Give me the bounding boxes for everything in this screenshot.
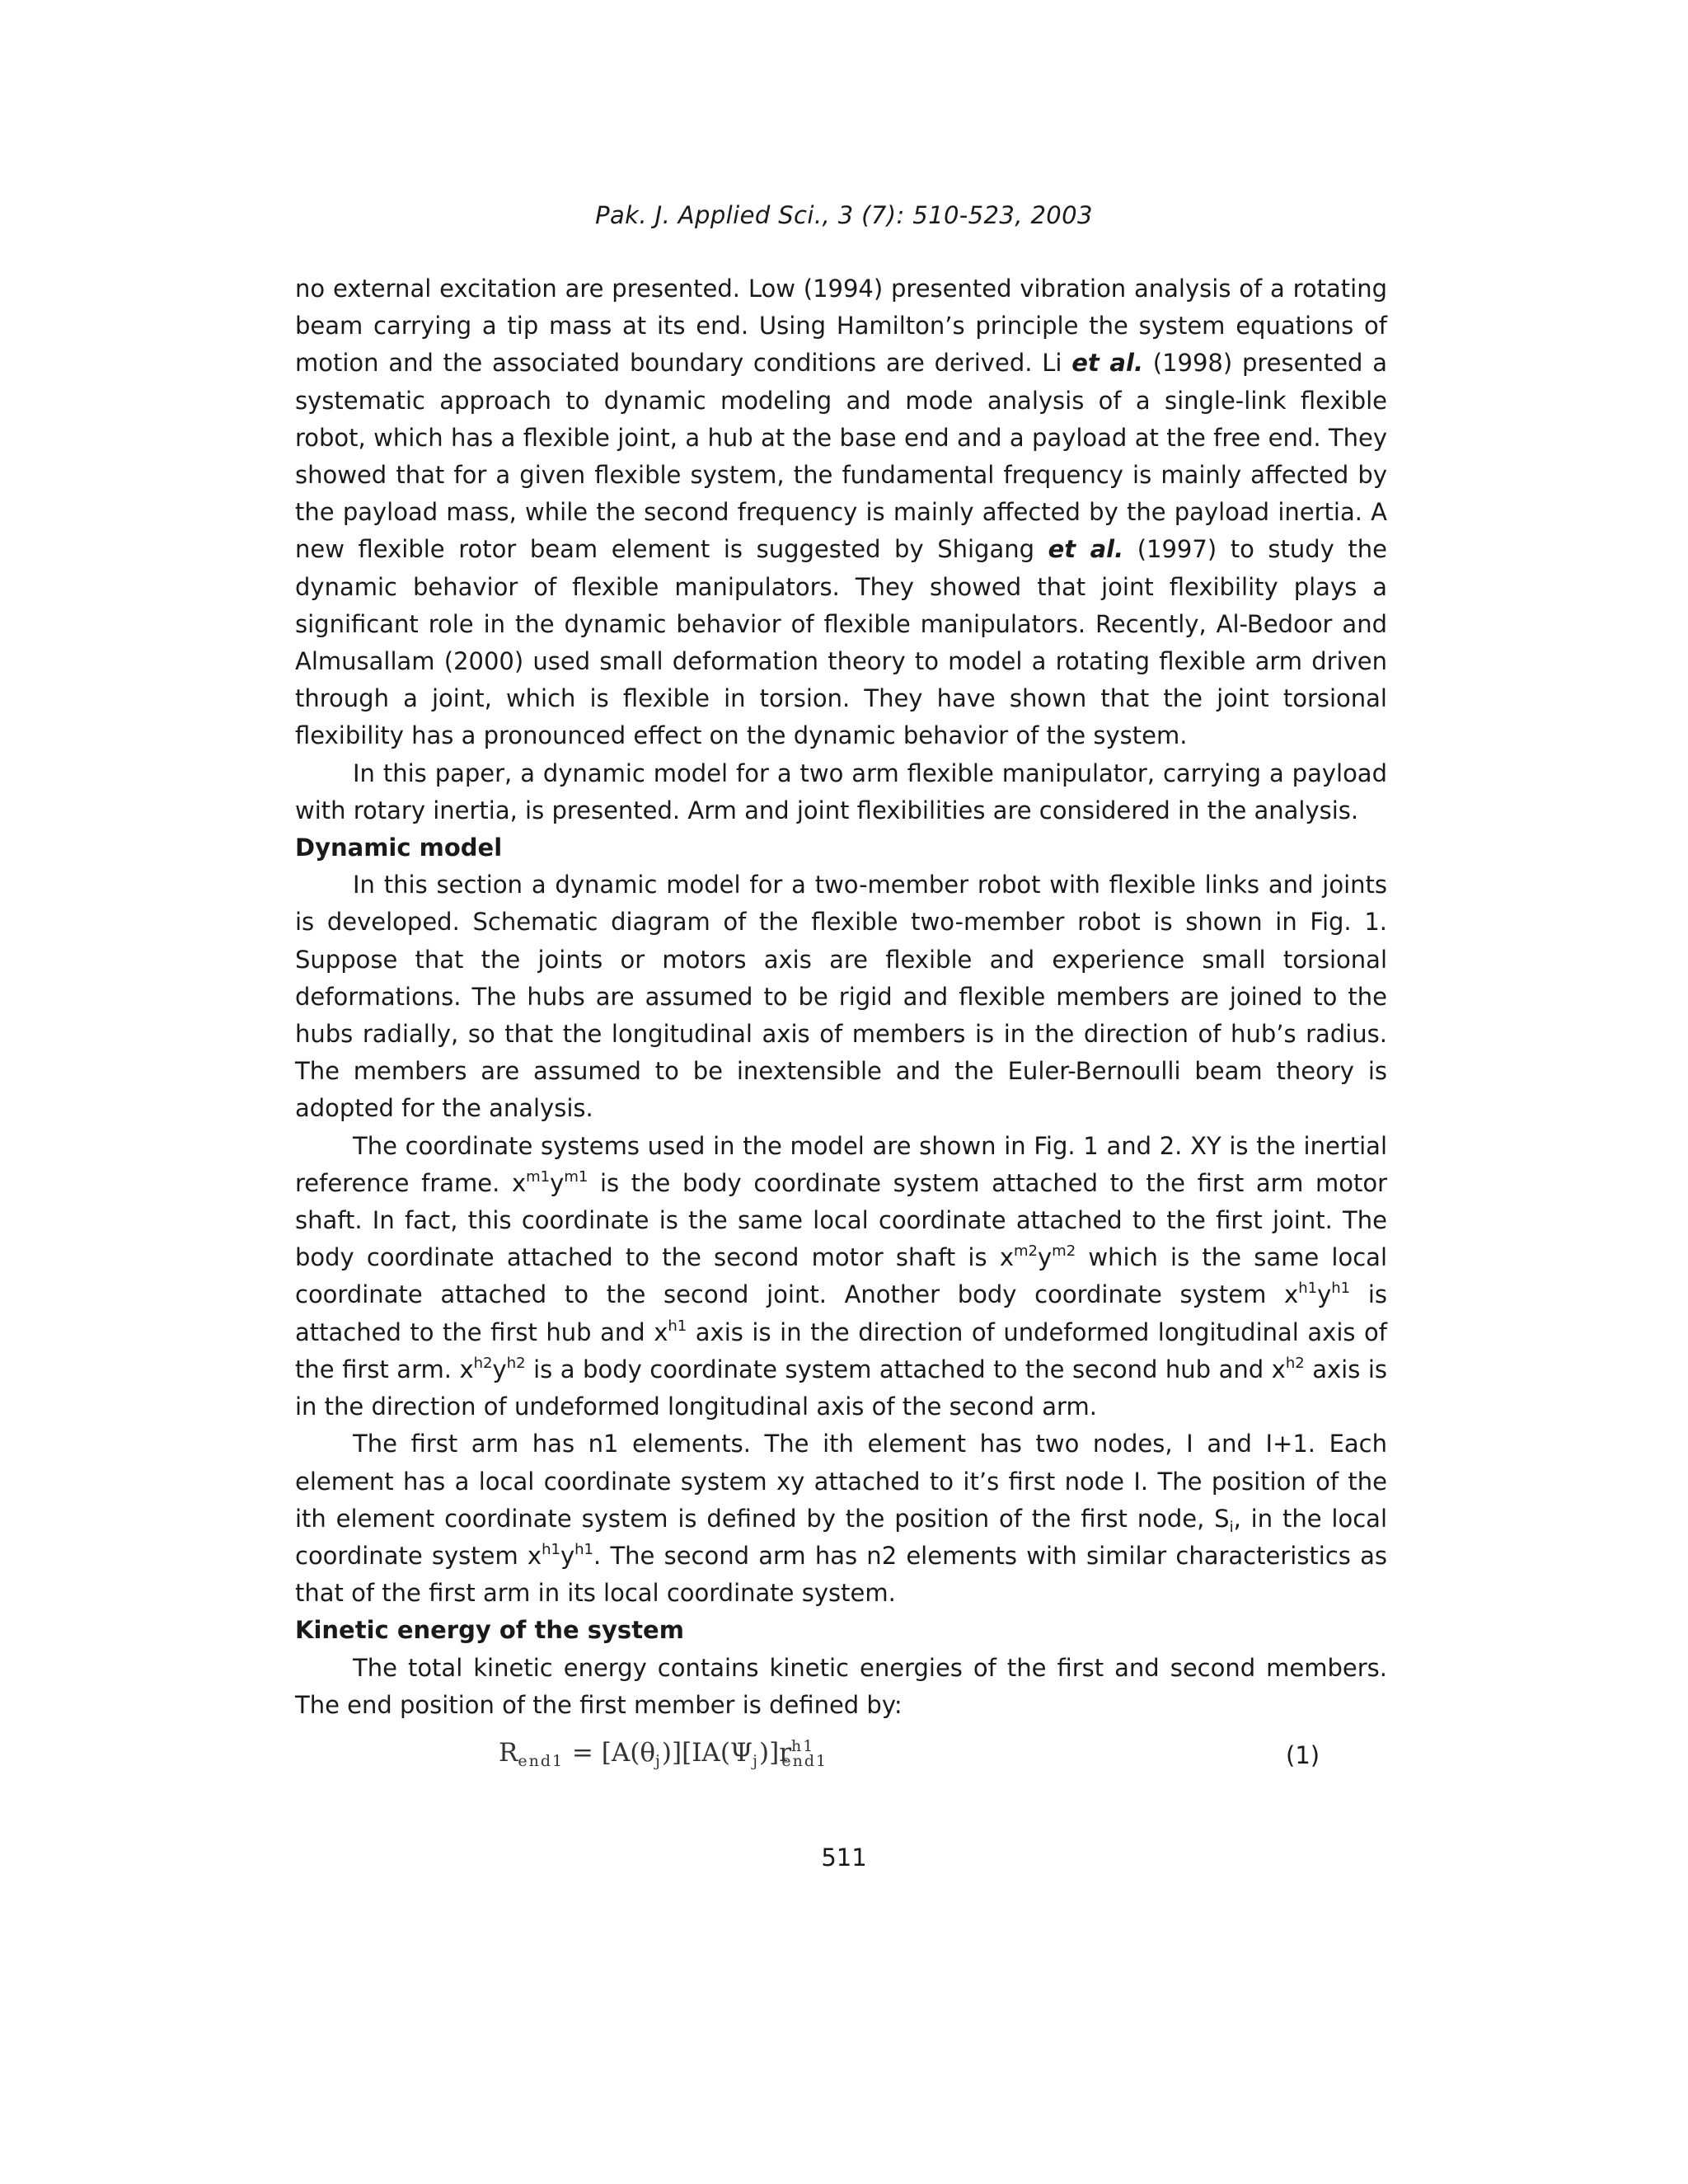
section-heading-dynamic-model: Dynamic model: [295, 834, 503, 862]
page-number: 511: [821, 1843, 867, 1872]
symbol-xh2yh2: $x^{h2}y^{h2}$: [459, 1354, 526, 1383]
section-heading-kinetic-energy: Kinetic energy of the system: [295, 1616, 684, 1645]
et-al-emphasis: et al.: [1071, 349, 1143, 378]
running-header: Pak. J. Applied Sci., 3 (7): 510-523, 2003: [595, 201, 1093, 229]
symbol-xh1yh1: $x^{h1}y^{h1}$: [1284, 1280, 1351, 1309]
equation-number: (1): [1286, 1741, 1320, 1769]
paragraph-coordinate-systems: The coordinate systems used in the model are shown in Fig. 1 and 2. XY is the inertial reference frame. $x^{m1}y^{m1}$ is the body coordinate system attached to the first arm motor shaft. In fact, this coordinate is the same local coordinate attached to the first joint. The body coordinate attached to the second motor shaft is $x^{m2}y^{m2}$ which is the same local coordinate attached to the second joint. Another body coordinate system $x^{h1}y^{h1}$ is attached to the first hub and $x^{h1}$ axis is in the direction of undeformed longitudinal axis of the first arm. $x^{h2}y^{h2}$ is a body coordinate system attached to the second hub and $x^{h2}$ axis is in the direction of undeformed longitudinal axis of the second arm.: [295, 1131, 1388, 1421]
subscript-i: i: [1229, 1518, 1234, 1536]
et-al-emphasis: et al.: [1048, 535, 1124, 564]
symbol-xm1ym1: $x^{m1}y^{m1}$: [511, 1167, 588, 1197]
paragraph-elements: The first arm has n1 elements. The ith element has two nodes, I and I+1. Each element has a local coordinate system xy attached to it’s first node I. The position of the ith element coordinate system is defined by the position of the first node, $S_i$, in the local coordinate system $x^{h1}y^{h1}$. The second arm has n2 elements with similar characteristics as that of the first arm in its local coordinate system.: [295, 1430, 1387, 1608]
equation-1: $R_{end1} = [A(\theta_j)][IA(\Psi_j)]r^{h1}_{end1}$: [499, 1737, 828, 1770]
symbol-xm2ym2: $x^{m2}y^{m2}$: [999, 1242, 1076, 1272]
body-text: [295, 270, 1387, 1724]
paragraph-dynamic-model: In this section a dynamic model for a two-member robot with flexible links and joints is developed. Schematic diagram of the flexible two-member robot is shown in Fig. 1. Suppose that the joints or motors axis are flexible and experience small torsional deformations. The hubs are assumed to be rigid and flexible members are joined to the hubs radially, so that the longitudinal axis of members is in the direction of hub’s radius. The members are assumed to be inextensible and the Euler-Bernoulli beam theory is adopted for the analysis.: [295, 871, 1387, 1123]
symbol-xh2: $x^{h2}$: [1271, 1354, 1305, 1383]
paragraph-literature: no external excitation are presented. Low (1994) presented vibration analysis of a rotating beam carrying a tip mass at its end. Using Hamilton’s principle the system equations of motion and the associated boundary conditions are derived. Li et al. (1998) presented a systematic approach to dynamic modeling and mode analysis of a single-link flexible robot, which has a flexible joint, a hub at the base end and a payload at the free end. They showed that for a given flexible system, the fundamental frequency is mainly affected by the payload mass, while the second frequency is mainly affected by the payload inertia. A new flexible rotor beam element is suggested by Shigang et al. (1997) to study the dynamic behavior of flexible manipulators. They showed that joint flexibility plays a significant role in the dynamic behavior of flexible manipulators. Recently, Al-Bedoor and Almusallam (2000) used small deformation theory to model a rotating flexible arm driven through a joint, which is flexible in torsion. They have shown that the joint torsional flexibility has a pronounced effect on the dynamic behavior of the system.: [295, 275, 1388, 750]
symbol-xh1yh1: $x^{h1}y^{h1}$: [527, 1540, 594, 1570]
paragraph-kinetic-energy: The total kinetic energy contains kinetic energies of the first and second members. The end position of the first member is defined by:: [295, 1653, 1387, 1719]
paragraph-intro: In this paper, a dynamic model for a two arm flexible manipulator, carrying a payload with rotary inertia, is presented. Arm and joint flexibilities are considered in the analysis.: [295, 759, 1387, 824]
symbol-xh1: $x^{h1}$: [654, 1317, 687, 1346]
